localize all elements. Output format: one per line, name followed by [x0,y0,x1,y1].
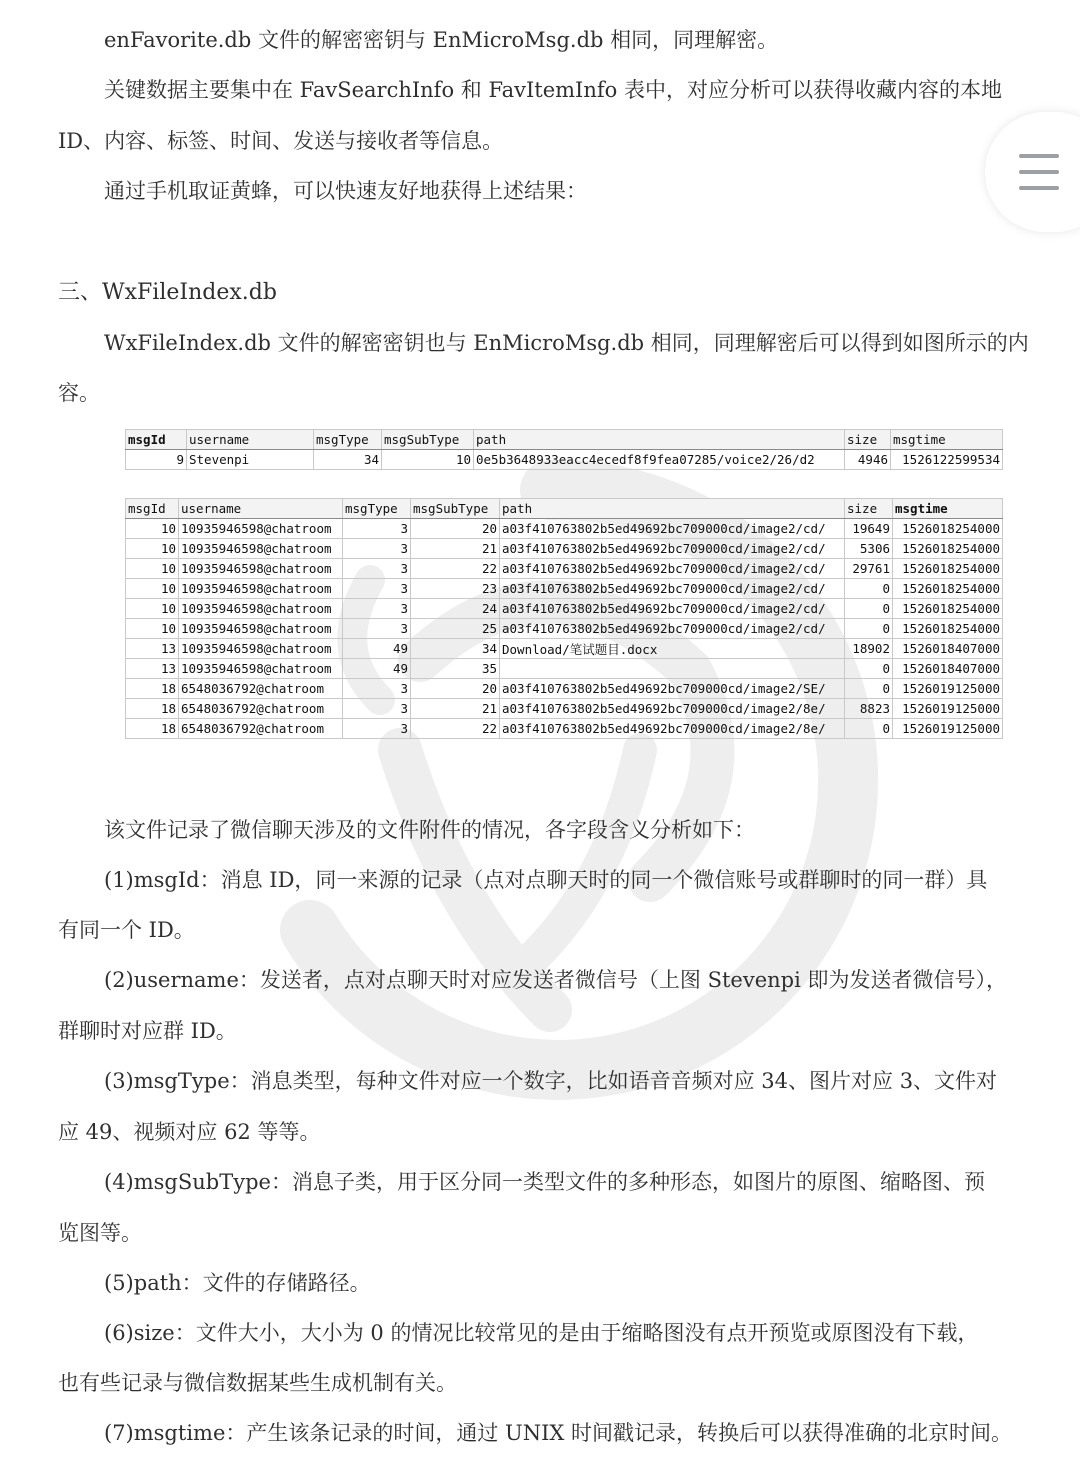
cell: 18 [126,699,179,719]
menu-icon-bar [1019,186,1059,190]
cell: a03f410763802b5ed49692bc709000cd/image2/cd/ [500,539,845,559]
cell: 29761 [845,559,893,579]
table-row[interactable] [126,559,1003,579]
cell: 10935946598@chatroom [179,639,343,659]
col-msgsubtype[interactable]: msgSubType [382,430,474,450]
cell: 3 [343,519,411,539]
cell: 6548036792@chatroom [179,719,343,739]
cell: 20 [411,679,500,699]
cell: 10935946598@chatroom [179,599,343,619]
cell: 10 [126,619,179,639]
field-msgsubtype: (4)msgSubType：消息子类，用于区分同一类型文件的多种形态，如图片的原图、缩略图、预 [104,1170,985,1194]
cell: 10 [126,579,179,599]
cell: a03f410763802b5ed49692bc709000cd/image2/cd/ [500,519,845,539]
table-header-row [126,499,1003,519]
cell: a03f410763802b5ed49692bc709000cd/image2/8e/ [500,699,845,719]
cell: 10935946598@chatroom [179,559,343,579]
col-msgsubtype[interactable]: msgSubType [411,499,500,519]
paragraph-enfavorite: enFavorite.db 文件的解密密钥与 EnMicroMsg.db 相同，同理解密。 [104,28,779,52]
cell: 24 [411,599,500,619]
cell: 0 [845,599,893,619]
cell: 13 [126,639,179,659]
paragraph-fields-intro: 该文件记录了微信聊天涉及的文件附件的情况，各字段含义分析如下： [104,818,755,842]
col-msgtime[interactable]: msgtime [891,430,1003,450]
cell: 21 [411,539,500,559]
cell: 0 [845,619,893,639]
cell: a03f410763802b5ed49692bc709000cd/image2/cd/ [500,579,845,599]
field-size: (6)size：文件大小，大小为 0 的情况比较常见的是由于缩略图没有点开预览或原图没有下载， [104,1321,979,1345]
paragraph-wxfileindex-cont: 容。 [58,381,100,405]
cell: a03f410763802b5ed49692bc709000cd/image2/cd/ [500,619,845,639]
col-msgtype[interactable]: msgType [343,499,411,519]
cell: 1526018254000 [893,519,1003,539]
cell: 6548036792@chatroom [179,679,343,699]
cell: 10 [126,559,179,579]
cell: 22 [411,719,500,739]
field-msgsubtype-cont: 览图等。 [58,1221,142,1245]
cell: 19649 [845,519,893,539]
paragraph-hornet-tool: 通过手机取证黄蜂，可以快速友好地获得上述结果： [104,179,587,203]
field-size-cont: 也有些记录与微信数据某些生成机制有关。 [58,1371,457,1395]
field-msgtype: (3)msgType：消息类型，每种文件对应一个数字，比如语音音频对应 34、图片对应 3、文件对 [104,1069,998,1093]
menu-icon-bar [1019,170,1059,174]
field-msgid-cont: 有同一个 ID。 [58,918,195,942]
table-row[interactable] [126,679,1003,699]
field-msgid: (1)msgId：消息 ID，同一来源的记录（点对点聊天时的同一个微信账号或群聊时的同一群）具 [104,868,988,892]
cell: 20 [411,519,500,539]
cell: 1526018254000 [893,539,1003,559]
cell: 34 [411,639,500,659]
cell: Stevenpi [187,450,314,470]
col-msgid[interactable]: msgId [126,499,179,519]
table-row[interactable] [126,450,1003,470]
cell: 1526018254000 [893,559,1003,579]
cell: 13 [126,659,179,679]
table-single-record [125,429,1003,470]
table-row[interactable] [126,639,1003,659]
cell: 5306 [845,539,893,559]
table-row[interactable] [126,539,1003,559]
col-username[interactable]: username [187,430,314,450]
cell: 18902 [845,639,893,659]
cell: 1526018254000 [893,599,1003,619]
table-chatroom-records [125,498,1003,739]
cell: 0 [845,579,893,599]
cell: 6548036792@chatroom [179,699,343,719]
table-row[interactable] [126,659,1003,679]
cell: 10935946598@chatroom [179,659,343,679]
cell: 34 [314,450,382,470]
field-username-cont: 群聊时对应群 ID。 [58,1019,237,1043]
cell: Download/笔试题目.docx [500,639,845,659]
cell: 10935946598@chatroom [179,519,343,539]
cell: 8823 [845,699,893,719]
cell: 1526019125000 [893,679,1003,699]
table-row[interactable] [126,519,1003,539]
field-msgtime: (7)msgtime：产生该条记录的时间，通过 UNIX 时间戳记录，转换后可以获得准确的北京时间。 [104,1421,1013,1445]
cell: 1526018407000 [893,639,1003,659]
cell: 18 [126,719,179,739]
cell: 1526122599534 [891,450,1003,470]
col-size[interactable]: size [845,499,893,519]
cell: 3 [343,679,411,699]
cell: 1526019125000 [893,699,1003,719]
paragraph-key-data-cont: ID、内容、标签、时间、发送与接收者等信息。 [58,129,504,153]
cell: 3 [343,619,411,639]
table-row[interactable] [126,619,1003,639]
col-size[interactable]: size [845,430,891,450]
section-heading: 三、WxFileIndex.db [58,280,277,305]
cell: 1526018407000 [893,659,1003,679]
cell: 21 [411,699,500,719]
cell: 0 [845,719,893,739]
cell: 10 [126,599,179,619]
cell: 9 [126,450,187,470]
col-path[interactable]: path [500,499,845,519]
cell: 10935946598@chatroom [179,539,343,559]
col-username[interactable]: username [179,499,343,519]
col-msgtype[interactable]: msgType [314,430,382,450]
table-header-row [126,430,1003,450]
table-row[interactable] [126,699,1003,719]
col-path[interactable]: path [474,430,845,450]
cell: 49 [343,639,411,659]
cell: 4946 [845,450,891,470]
cell: a03f410763802b5ed49692bc709000cd/image2/cd/ [500,559,845,579]
table-row[interactable] [126,719,1003,739]
cell: 3 [343,599,411,619]
cell: 35 [411,659,500,679]
cell: 23 [411,579,500,599]
cell: 0e5b3648933eacc4ecedf8f9fea07285/voice2/26/d2 [474,450,845,470]
cell: 0 [845,659,893,679]
cell: 10935946598@chatroom [179,579,343,599]
cell: 10935946598@chatroom [179,619,343,639]
col-msgtime[interactable]: msgtime [893,499,1003,519]
cell: 10 [382,450,474,470]
cell: 1526019125000 [893,719,1003,739]
cell: 10 [126,539,179,559]
cell: 3 [343,699,411,719]
cell [500,659,845,679]
cell: 1526018254000 [893,579,1003,599]
table-row[interactable] [126,599,1003,619]
field-path: (5)path：文件的存储路径。 [104,1271,371,1295]
cell: 3 [343,719,411,739]
cell: 10 [126,519,179,539]
menu-icon [1019,154,1059,158]
paragraph-key-data: 关键数据主要集中在 FavSearchInfo 和 FavItemInfo 表中，对应分析可以获得收藏内容的本地 [104,78,1002,102]
table-row[interactable] [126,579,1003,599]
cell: 1526018254000 [893,619,1003,639]
cell: 25 [411,619,500,639]
cell: 3 [343,559,411,579]
cell: 3 [343,539,411,559]
field-username: (2)username：发送者，点对点聊天时对应发送者微信号（上图 Stevenpi 即为发送者微信号）， [104,968,1007,992]
field-msgtype-cont: 应 49、视频对应 62 等等。 [58,1120,321,1144]
cell: 22 [411,559,500,579]
cell: 0 [845,679,893,699]
col-msgid[interactable]: msgId [126,430,187,450]
cell: a03f410763802b5ed49692bc709000cd/image2/SE/ [500,679,845,699]
cell: a03f410763802b5ed49692bc709000cd/image2/cd/ [500,599,845,619]
cell: 18 [126,679,179,699]
cell: a03f410763802b5ed49692bc709000cd/image2/8e/ [500,719,845,739]
cell: 3 [343,579,411,599]
paragraph-wxfileindex: WxFileIndex.db 文件的解密密钥也与 EnMicroMsg.db 相同，同理解密后可以得到如图所示的内 [104,331,1029,355]
cell: 49 [343,659,411,679]
